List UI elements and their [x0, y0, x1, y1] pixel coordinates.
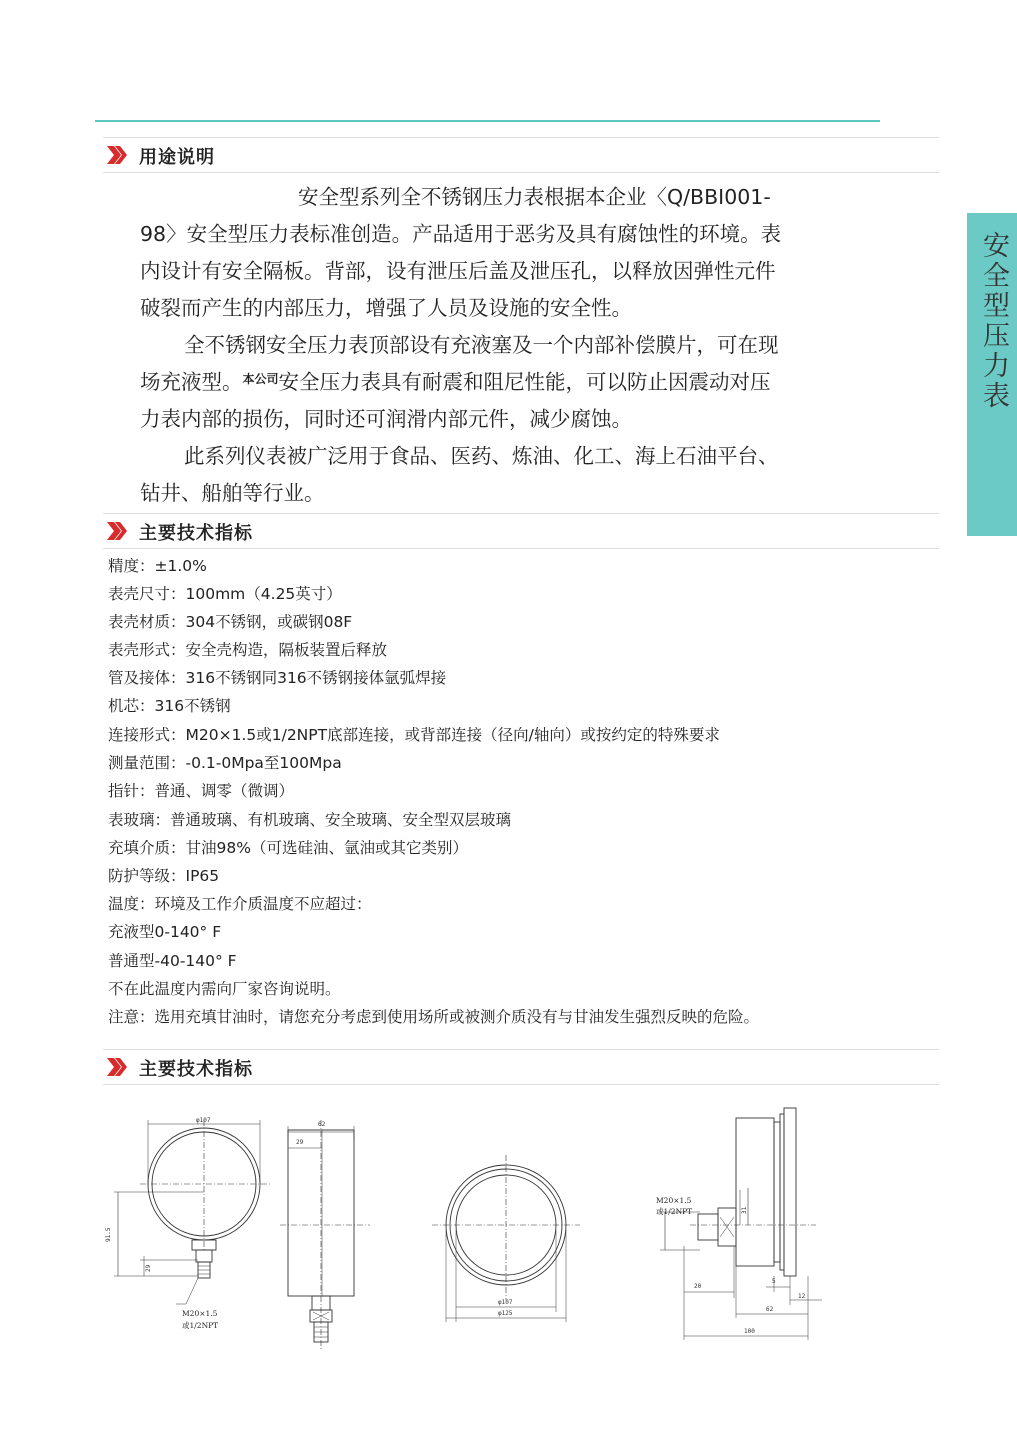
intro-line-part: 安全压力表具有耐震和阻尼性能，可以防止因震动对压	[278, 370, 771, 394]
drawing-side	[280, 1120, 370, 1350]
thread-label: M20×1.5	[656, 1196, 692, 1205]
spec-item: 表玻璃：普通玻璃、有机玻璃、安全玻璃、安全型双层玻璃	[108, 811, 512, 829]
side-tab-label: 安全型压力表	[978, 231, 1009, 411]
spec-item: 防护等级：IP65	[108, 867, 220, 885]
spec-item: 表壳形式：安全壳构造，隔板装置后释放	[108, 641, 388, 659]
spec-item: 表壳材质：304不锈钢，或碳钢08F	[108, 613, 353, 631]
intro-line	[140, 365, 771, 395]
section-header-specs	[103, 513, 939, 549]
double-chevron-icon	[107, 522, 127, 540]
intro-line-part: 场充液型。	[140, 370, 243, 394]
double-chevron-icon	[107, 146, 127, 164]
drawing-front-back	[432, 1155, 580, 1322]
dim-label: 20	[694, 1283, 702, 1290]
dim-label: 91.5	[105, 1227, 112, 1242]
dim-label: 62	[318, 1121, 326, 1128]
thread-label: M20×1.5	[182, 1309, 218, 1318]
top-rule	[95, 120, 880, 122]
spec-item: 测量范围：-0.1-0Mpa至100Mpa	[108, 754, 342, 772]
dim-label: φ107	[498, 1299, 513, 1306]
spec-item: 精度：±1.0%	[108, 557, 207, 575]
section-title-drawings: 主要技术指标	[139, 1059, 253, 1080]
dim-label: 29	[145, 1264, 152, 1272]
spec-item: 充填介质：甘油98%（可选硅油、氩油或其它类别）	[108, 839, 468, 857]
company-superscript: 本公司	[242, 372, 279, 386]
intro-line: 内设计有安全隔板。背部，设有泄压后盖及泄压孔，以释放因弹性元件	[140, 259, 776, 283]
thread-label: 或1/2NPT	[182, 1321, 219, 1330]
drawings-svg	[100, 1100, 940, 1360]
dim-label: 62	[766, 1306, 774, 1313]
intro-line: 全不锈钢安全压力表顶部设有充液塞及一个内部补偿膜片，可在现	[184, 333, 779, 357]
dim-label: 31	[741, 1206, 748, 1214]
spec-item: 温度：环境及工作介质温度不应超过：	[108, 895, 372, 913]
section-header-usage	[103, 137, 939, 173]
spec-item: 管及接体：316不锈钢同316不锈钢接体氩弧焊接	[108, 669, 447, 687]
section-title-usage: 用途说明	[139, 147, 215, 168]
spec-item: 机芯：316不锈钢	[108, 697, 231, 715]
side-tab	[967, 213, 1017, 536]
double-chevron-icon	[107, 1058, 127, 1076]
dim-label: 5	[772, 1278, 776, 1285]
spec-item: 指针：普通、调零（微调）	[108, 782, 295, 800]
intro-line: 安全型系列全不锈钢压力表根据本企业〈Q/BBI001-	[298, 185, 771, 209]
intro-line: 98〉安全型压力表标准创造。产品适用于恶劣及具有腐蚀性的环境。表	[140, 222, 782, 246]
drawing-front-bottom	[114, 1120, 270, 1304]
intro-line: 破裂而产生的内部压力，增强了人员及设施的安全性。	[140, 296, 632, 320]
intro-line: 钻井、船舶等行业。	[140, 481, 325, 505]
spec-item: 注意：选用充填甘油时，请您充分考虑到使用场所或被测介质没有与甘油发生强烈反映的危险。	[108, 1008, 760, 1026]
thread-label: 或1/2NPT	[656, 1207, 693, 1216]
dim-label: φ107	[196, 1117, 211, 1124]
technical-drawings	[100, 1100, 940, 1360]
spec-item: 连接形式：M20×1.5或1/2NPT底部连接，或背部连接（径向/轴向）或按约定的特殊要求	[108, 726, 720, 744]
spec-item: 不在此温度内需向厂家咨询说明。	[108, 980, 341, 998]
section-title-specs: 主要技术指标	[139, 523, 253, 544]
dim-label: 100	[744, 1328, 755, 1335]
spec-item: 充液型0-140° F	[108, 923, 222, 941]
drawing-side-back	[660, 1108, 822, 1340]
dim-label: 29	[296, 1139, 304, 1146]
section-header-drawings	[103, 1049, 939, 1085]
spec-item: 普通型-40-140° F	[108, 952, 237, 970]
dim-label: φ125	[498, 1310, 513, 1317]
spec-item: 表壳尺寸：100mm（4.25英寸）	[108, 585, 342, 603]
dim-label: 12	[798, 1293, 806, 1300]
intro-line: 此系列仪表被广泛用于食品、医药、炼油、化工、海上石油平台、	[184, 444, 779, 468]
intro-line: 力表内部的损伤，同时还可润滑内部元件，减少腐蚀。	[140, 407, 632, 431]
